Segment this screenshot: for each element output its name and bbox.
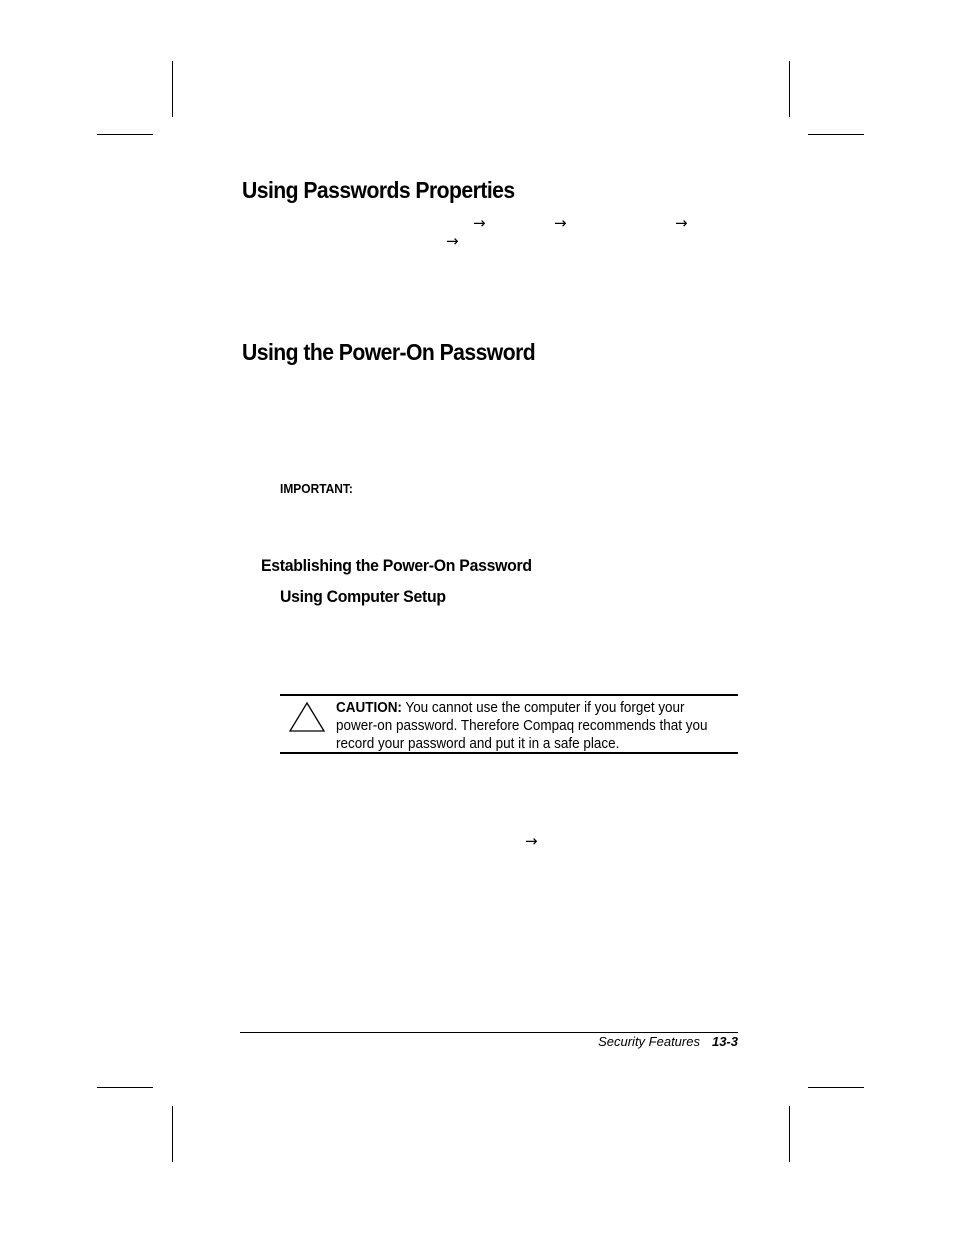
arrow-right-icon: → <box>473 214 486 232</box>
page-footer <box>598 1034 738 1049</box>
caution-label: CAUTION: <box>336 700 402 716</box>
crop-mark <box>172 1106 173 1162</box>
crop-mark <box>808 1087 864 1088</box>
subsubheading-using-computer-setup: Using Computer Setup <box>280 587 446 606</box>
caution-box <box>280 694 738 754</box>
arrow-right-icon: → <box>446 232 459 250</box>
crop-mark <box>808 134 864 135</box>
caution-body: You cannot use the computer if you forget your power-on password. Therefore Compaq recommends that you record your password and put it in a safe place. <box>336 700 708 752</box>
crop-mark <box>789 1106 790 1162</box>
arrow-right-icon: → <box>554 214 567 232</box>
section-heading-passwords-properties: Using Passwords Properties <box>242 177 515 203</box>
footer-section-name: Security Features <box>598 1034 700 1049</box>
footer-page-number: 13-3 <box>711 1034 738 1049</box>
arrow-right-icon: → <box>675 214 688 232</box>
crop-mark <box>97 134 153 135</box>
crop-mark <box>789 61 790 117</box>
arrow-right-icon: → <box>525 832 538 850</box>
important-label: IMPORTANT: <box>280 481 353 496</box>
section-heading-power-on-password: Using the Power-On Password <box>242 339 536 365</box>
subheading-establishing-power-on-password: Establishing the Power-On Password <box>261 556 532 575</box>
caution-text <box>336 699 708 753</box>
crop-mark <box>172 61 173 117</box>
crop-mark <box>97 1087 153 1088</box>
warning-triangle-icon <box>288 701 326 733</box>
footer-rule <box>240 1032 738 1033</box>
